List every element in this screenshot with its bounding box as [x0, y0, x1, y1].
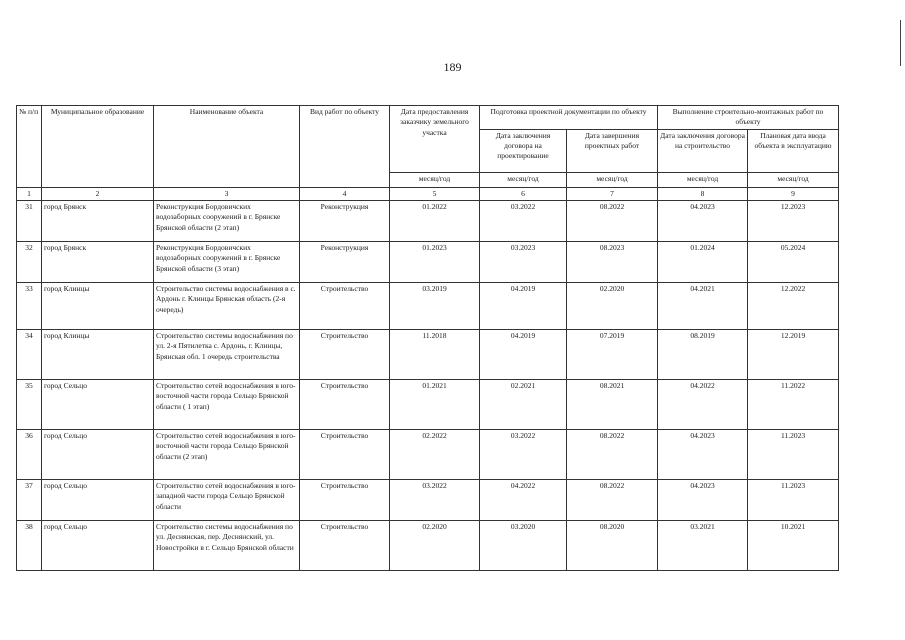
row-construction-contract-date: 04.2023	[658, 480, 748, 521]
row-municipality: город Брянск	[42, 242, 154, 283]
row-municipality: город Клинцы	[42, 283, 154, 330]
header-design-contract: Дата заключения договора на проектирование	[480, 129, 567, 172]
row-construction-contract-date: 03.2021	[658, 521, 748, 571]
row-commission-date: 12.2019	[748, 330, 839, 380]
row-land-date: 01.2023	[390, 242, 480, 283]
column-number: 5	[390, 187, 480, 200]
row-commission-date: 11.2023	[748, 430, 839, 480]
row-commission-date: 12.2022	[748, 283, 839, 330]
unit-label: месяц/год	[567, 172, 658, 187]
row-number: 32	[17, 242, 42, 283]
header-construction-contract: Дата заключения договора на строительство	[658, 129, 748, 172]
row-design-contract-date: 02.2021	[480, 380, 567, 430]
row-design-contract-date: 04.2022	[480, 480, 567, 521]
row-municipality: город Брянск	[42, 201, 154, 242]
row-municipality: город Сельцо	[42, 430, 154, 480]
row-design-finish-date: 02.2020	[567, 283, 658, 330]
row-design-contract-date: 03.2023	[480, 242, 567, 283]
row-commission-date: 11.2022	[748, 380, 839, 430]
header-land-date: Дата предоставления заказчику земельного участка	[390, 106, 480, 173]
row-object-name: Реконструкция Бордовичских водозаборных сооружений в г. Брянске Брянской области (3 этап)	[154, 242, 300, 283]
row-design-finish-date: 07.2019	[567, 330, 658, 380]
row-number: 37	[17, 480, 42, 521]
table-row	[17, 201, 839, 242]
header-object-name: Наименование объекта	[154, 106, 300, 188]
row-design-finish-date: 08.2022	[567, 480, 658, 521]
row-municipality: город Сельцо	[42, 480, 154, 521]
column-number: 4	[300, 187, 390, 200]
row-design-contract-date: 03.2022	[480, 430, 567, 480]
header-construction-group: Выполнение строительно-монтажных работ по объекту	[658, 106, 839, 130]
row-object-name: Строительство системы водоснабжения по ул. 2-я Пятилетка с. Ардонь, г. Клинцы, Брянская обл. 1 очередь строительства	[154, 330, 300, 380]
row-work-type: Строительство	[300, 480, 390, 521]
row-work-type: Строительство	[300, 330, 390, 380]
unit-label: месяц/год	[748, 172, 839, 187]
row-work-type: Строительство	[300, 430, 390, 480]
table-row	[17, 330, 839, 380]
row-municipality: город Клинцы	[42, 330, 154, 380]
column-number: 3	[154, 187, 300, 200]
unit-label: месяц/год	[390, 172, 480, 187]
row-design-contract-date: 04.2019	[480, 330, 567, 380]
row-design-contract-date: 03.2020	[480, 521, 567, 571]
row-land-date: 02.2020	[390, 521, 480, 571]
row-commission-date: 10.2021	[748, 521, 839, 571]
row-number: 34	[17, 330, 42, 380]
row-object-name: Строительство сетей водоснабжения в юго-западной части города Сельцо Брянской области	[154, 480, 300, 521]
row-design-finish-date: 08.2023	[567, 242, 658, 283]
row-land-date: 01.2022	[390, 201, 480, 242]
row-work-type: Строительство	[300, 283, 390, 330]
table-row	[17, 430, 839, 480]
header-municipality: Муниципальное образование	[42, 106, 154, 188]
table-row	[17, 521, 839, 571]
table-row	[17, 380, 839, 430]
header-design-group: Подготовка проектной документации по объекту	[480, 106, 658, 130]
row-construction-contract-date: 04.2022	[658, 380, 748, 430]
row-construction-contract-date: 08.2019	[658, 330, 748, 380]
row-number: 38	[17, 521, 42, 571]
row-object-name: Реконструкция Бордовичских водозаборных сооружений в г. Брянске Брянской области (2 этап)	[154, 201, 300, 242]
column-number: 2	[42, 187, 154, 200]
row-number: 31	[17, 201, 42, 242]
column-number: 6	[480, 187, 567, 200]
header-design-finish: Дата завершения проектных работ	[567, 129, 658, 172]
row-work-type: Строительство	[300, 380, 390, 430]
header-num: № п/п	[17, 106, 42, 188]
row-number: 36	[17, 430, 42, 480]
row-land-date: 11.2018	[390, 330, 480, 380]
row-municipality: город Сельцо	[42, 380, 154, 430]
row-work-type: Строительство	[300, 521, 390, 571]
row-design-finish-date: 08.2021	[567, 380, 658, 430]
unit-label: месяц/год	[658, 172, 748, 187]
row-work-type: Реконструкция	[300, 242, 390, 283]
schedule-table	[16, 105, 839, 571]
row-commission-date: 12.2023	[748, 201, 839, 242]
column-number: 8	[658, 187, 748, 200]
page-number: 189	[443, 60, 462, 74]
header-commission-date: Плановая дата ввода объекта в эксплуатацию	[748, 129, 839, 172]
row-design-contract-date: 04.2019	[480, 283, 567, 330]
row-land-date: 02.2022	[390, 430, 480, 480]
row-number: 33	[17, 283, 42, 330]
row-construction-contract-date: 04.2023	[658, 430, 748, 480]
column-number: 7	[567, 187, 658, 200]
row-municipality: город Сельцо	[42, 521, 154, 571]
row-design-finish-date: 08.2022	[567, 201, 658, 242]
column-number: 1	[17, 187, 42, 200]
row-work-type: Реконструкция	[300, 201, 390, 242]
row-object-name: Строительство системы водоснабжения по ул. Деснянская, пер. Деснянский, ул. Новостройки в г. Сельцо Брянской области	[154, 521, 300, 571]
row-object-name: Строительство сетей водоснабжения в юго-восточной части города Сельцо Брянской области ( 1 этап)	[154, 380, 300, 430]
column-number: 9	[748, 187, 839, 200]
row-land-date: 03.2019	[390, 283, 480, 330]
row-land-date: 01.2021	[390, 380, 480, 430]
row-commission-date: 05.2024	[748, 242, 839, 283]
row-construction-contract-date: 04.2023	[658, 201, 748, 242]
row-number: 35	[17, 380, 42, 430]
row-commission-date: 11.2023	[748, 480, 839, 521]
table-row	[17, 480, 839, 521]
row-construction-contract-date: 01.2024	[658, 242, 748, 283]
unit-label: месяц/год	[480, 172, 567, 187]
header-row-1	[17, 106, 839, 130]
row-construction-contract-date: 04.2021	[658, 283, 748, 330]
row-design-contract-date: 03.2022	[480, 201, 567, 242]
row-design-finish-date: 08.2020	[567, 521, 658, 571]
table-row	[17, 242, 839, 283]
row-object-name: Строительство сетей водоснабжения в юго-восточной части города Сельцо Брянской области (2 этап)	[154, 430, 300, 480]
row-object-name: Строительство системы водоснабжения в с. Ардонь г. Клинцы Брянская область (2-я очередь)	[154, 283, 300, 330]
row-design-finish-date: 08.2022	[567, 430, 658, 480]
table-row	[17, 283, 839, 330]
header-work-type: Вид работ по объекту	[300, 106, 390, 188]
column-number-row	[17, 187, 839, 200]
row-land-date: 03.2022	[390, 480, 480, 521]
